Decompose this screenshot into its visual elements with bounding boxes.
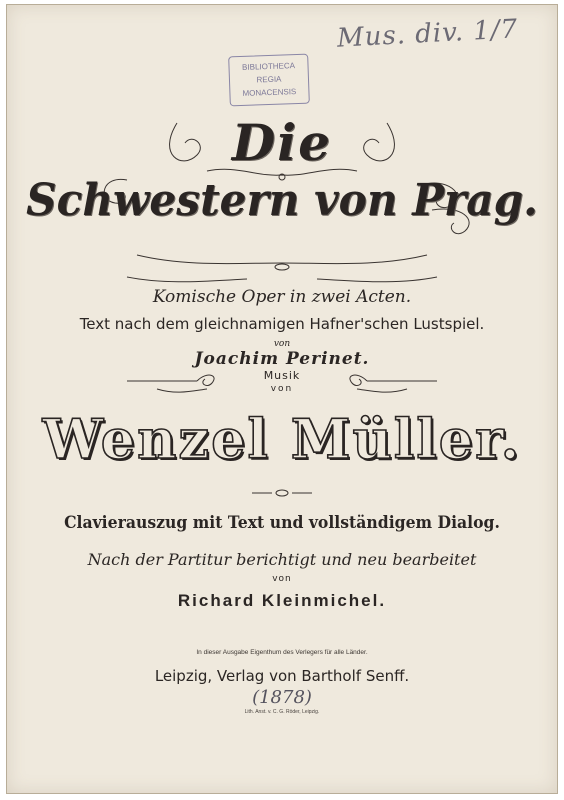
handwritten-year: (1878) — [252, 687, 312, 708]
von-label-2: von — [270, 384, 294, 394]
stamp-line: REGIA — [256, 74, 282, 85]
arranger-name: Richard Kleinmichel. — [177, 591, 387, 610]
revised-by-line: Nach der Partitur berichtigt und neu bearbeitet — [87, 550, 477, 569]
music-label: Musik — [263, 369, 301, 382]
von-label-3: von — [272, 574, 292, 584]
stamp-line: BIBLIOTHECA — [241, 61, 296, 72]
subtitle: Komische Oper in zwei Acten. — [152, 287, 412, 307]
rights-notice: In dieser Ausgabe Eigenthum des Verlegers für alle Länder. — [196, 649, 368, 656]
title-page — [6, 4, 558, 794]
title-line-2: Schwestern von Prag. — [26, 175, 538, 226]
edition-description: Clavierauszug mit Text und vollständigem Dialog. — [64, 513, 500, 533]
librettist-name: Joachim Perinet. — [194, 349, 370, 369]
stamp-line: MONACENSIS — [242, 87, 297, 98]
publisher-line: Leipzig, Verlag von Bartholf Senff. — [154, 667, 410, 685]
printer-credit: Lith. Anst. v. C. G. Röder, Leipzig. — [244, 709, 320, 715]
von-label-1: von — [273, 339, 291, 349]
text-source-line: Text nach dem gleichnamigen Hafner'schen Lustspiel. — [79, 315, 485, 333]
title-line-1: Die — [231, 113, 333, 172]
composer-name: Wenzel Müller. — [42, 407, 522, 471]
handwritten-shelfmark: Mus. div. 1/7 — [336, 14, 519, 54]
divider-ornament — [7, 485, 557, 505]
